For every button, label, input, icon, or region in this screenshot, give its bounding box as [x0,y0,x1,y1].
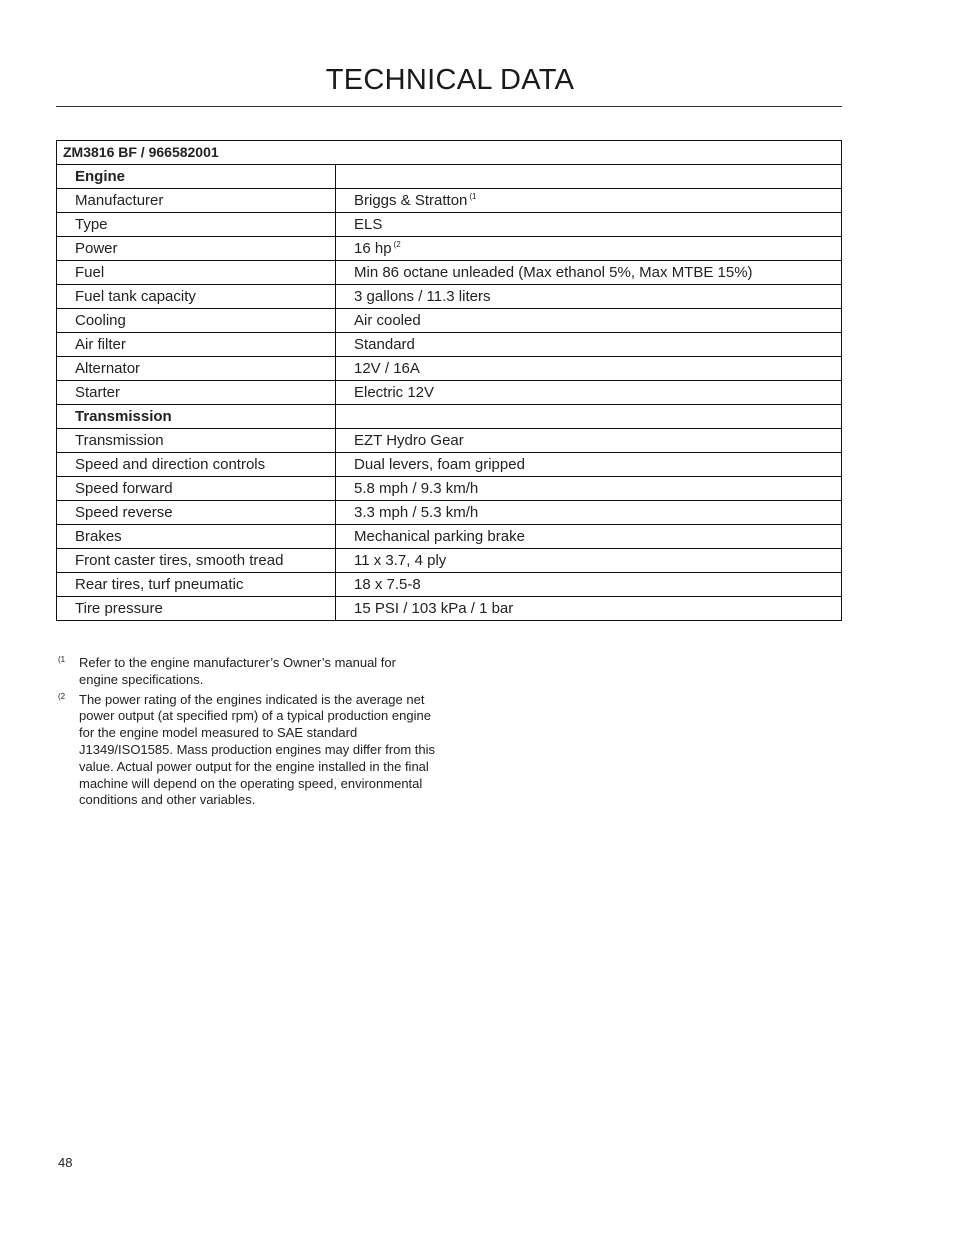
spec-value [336,573,842,597]
section-row [57,165,842,189]
spec-label [57,333,336,357]
section-row [57,405,842,429]
spec-value-text: EZT Hydro Gear [354,432,464,449]
spec-label-text: Speed reverse [75,504,173,521]
spec-label [57,285,336,309]
spec-value-text: Mechanical parking brake [354,528,525,545]
spec-label-text: Brakes [75,528,122,545]
spec-value-text: Standard [354,336,415,353]
spec-label-text: Fuel [75,264,105,281]
spec-value-text: 5.8 mph / 9.3 km/h [354,480,479,497]
spec-value [336,165,842,189]
spec-label [57,189,336,213]
footnote-text: The power rating of the engines indicated is the average net power output (at specified rpm) of a typical production engine for the engine model measured to SAE standard J1349/ISO1585. Mass production engines may differ from this value. Actual power output for the engine installed in the final machine will depend on the operating speed, environmental conditions and other variables. [79,691,436,808]
footnote [56,655,436,689]
footnote-text: Refer to the engine manufacturer’s Owner’s manual for engine specifications. [79,655,396,687]
spec-value-text: 11 x 3.7, 4 ply [354,552,447,569]
spec-label [57,213,336,237]
spec-value [336,405,842,429]
spec-value [336,477,842,501]
model-row [57,141,842,165]
spec-value-text: Air cooled [354,312,421,329]
page-title: TECHNICAL DATA [325,64,575,96]
spec-label-text: Fuel tank capacity [75,288,196,305]
page-number: 48 [58,1155,73,1170]
spec-value [336,597,842,621]
footnote-reference: (1 [469,192,477,201]
footnote-mark: (1 [58,655,66,664]
section-heading [57,165,336,189]
spec-label [57,573,336,597]
spec-label-text: Transmission [75,408,172,425]
spec-value-text: 15 PSI / 103 kPa / 1 bar [354,600,514,617]
spec-value-text: ELS [354,216,383,233]
spec-label [57,261,336,285]
spec-value [336,357,842,381]
title-divider [56,106,842,107]
spec-value [336,237,842,261]
spec-label-text: Alternator [75,360,141,377]
spec-label [57,381,336,405]
spec-label-text: Starter [75,384,121,401]
footnote [56,692,436,810]
spec-label [57,549,336,573]
spec-label [57,357,336,381]
spec-label-text: Manufacturer [75,192,164,209]
spec-label [57,429,336,453]
spec-label [57,525,336,549]
spec-label [57,501,336,525]
spec-value [336,213,842,237]
spec-label-text: Power [75,240,118,257]
spec-label [57,237,336,261]
spec-value-text: 18 x 7.5-8 [354,576,421,593]
table-row [57,189,842,213]
spec-label-text: Tire pressure [75,600,163,617]
table-row [57,357,842,381]
spec-label-text: Rear tires, turf pneumatic [75,576,244,593]
footnote-mark: (2 [58,691,66,701]
spec-value-text: Min 86 octane unleaded (Max ethanol 5%, Max MTBE 15%) [354,264,753,281]
footnote-reference: (2 [393,240,401,249]
table-row [57,597,842,621]
table-row [57,525,842,549]
spec-value-text: Electric 12V [354,384,435,401]
table-row [57,477,842,501]
spec-value [336,189,842,213]
spec-value [336,549,842,573]
table-row [57,237,842,261]
table-row [57,501,842,525]
table-row [57,453,842,477]
table-row [57,213,842,237]
spec-value [336,381,842,405]
table-row [57,285,842,309]
spec-label-text: Speed and direction controls [75,456,266,473]
spec-value [336,429,842,453]
spec-value-text: Briggs & Stratton [354,192,468,209]
spec-label [57,309,336,333]
spec-value [336,333,842,357]
spec-label-text: Transmission [75,432,164,449]
spec-value-text: 12V / 16A [354,360,420,377]
spec-value-text: Dual levers, foam gripped [354,456,525,473]
technical-data-table [56,140,842,621]
spec-value-text: 16 hp [354,240,392,257]
table-row [57,573,842,597]
spec-label-text: Front caster tires, smooth tread [75,552,284,569]
spec-value [336,453,842,477]
table-row [57,549,842,573]
spec-label-text: Air filter [75,336,126,353]
spec-value [336,309,842,333]
spec-value-text: 3 gallons / 11.3 liters [354,288,491,305]
spec-label-text: Engine [75,168,126,185]
table-row [57,381,842,405]
table-row [57,429,842,453]
spec-value [336,525,842,549]
spec-label [57,453,336,477]
spec-value [336,261,842,285]
spec-label [57,597,336,621]
spec-label-text: Cooling [75,312,126,329]
table-row [57,333,842,357]
spec-value-text: 3.3 mph / 5.3 km/h [354,504,479,521]
table-row [57,261,842,285]
spec-value [336,501,842,525]
spec-value [336,285,842,309]
footnotes [56,655,436,812]
table-row [57,309,842,333]
spec-label-text: Type [75,216,108,233]
section-heading [57,405,336,429]
model-heading: ZM3816 BF / 966582001 [57,141,842,165]
spec-label-text: Speed forward [75,480,173,497]
spec-label [57,477,336,501]
